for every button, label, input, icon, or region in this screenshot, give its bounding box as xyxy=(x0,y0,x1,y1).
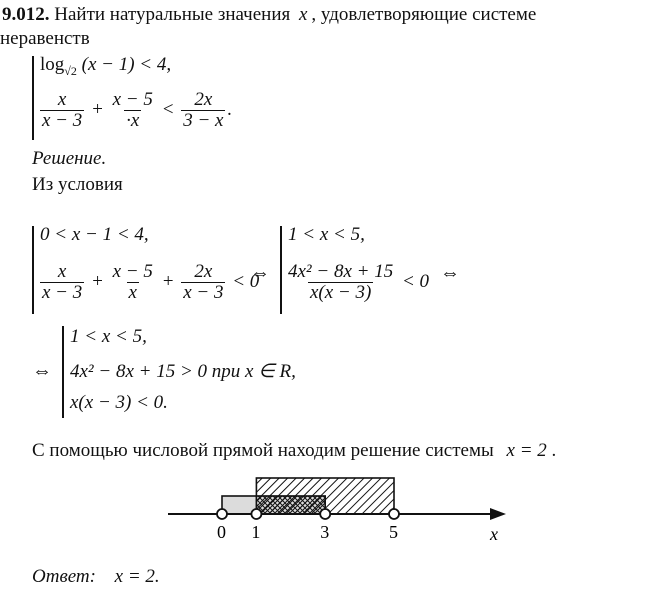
axis-arrow-icon xyxy=(490,508,506,520)
fraction xyxy=(181,90,225,131)
statement-line1: Найти натуральные значения xyxy=(54,4,291,25)
frac-num: 2x xyxy=(194,261,213,282)
fraction xyxy=(40,262,84,303)
problem-statement xyxy=(2,4,536,26)
frac-num: x xyxy=(57,261,67,282)
system-2-brace xyxy=(32,226,34,314)
system-4-brace xyxy=(62,326,64,418)
fraction xyxy=(111,90,155,131)
log-symbol: log xyxy=(40,54,65,75)
frac-den: x(x − 3) xyxy=(309,282,372,303)
iff-arrow-1: ⇔ xyxy=(250,262,270,284)
log-base: √2 xyxy=(64,63,77,78)
system-3-line2 xyxy=(284,262,429,303)
system-4-line1: 1 < x < 5, xyxy=(70,326,147,347)
frac-den: x xyxy=(128,282,137,303)
conclusion xyxy=(32,440,556,462)
system-2-line1: 0 < x − 1 < 4, xyxy=(40,224,149,245)
tick-point-1 xyxy=(251,509,261,519)
lt-sign: < xyxy=(161,98,175,120)
frac-den: 3 − x xyxy=(183,110,224,131)
conclusion-expr: x = 2 xyxy=(506,440,547,461)
frac-num: x xyxy=(57,89,67,110)
conclusion-text: С помощью числовой прямой находим решение системы xyxy=(32,440,494,461)
statement-line1-end: , удовлетворяющие системе xyxy=(311,4,537,25)
system-1-brace xyxy=(32,56,34,140)
frac-den: x − 3 xyxy=(42,282,83,303)
tick-label-1: 1 xyxy=(251,522,261,542)
log-arg: (x − 1) < 4, xyxy=(81,54,172,75)
plus-sign: + xyxy=(161,270,175,292)
statement-var-x: x xyxy=(298,4,308,25)
tick-label-0: 0 xyxy=(217,522,226,542)
problem-number: 9.012. xyxy=(2,4,50,25)
fraction xyxy=(286,262,395,303)
conclusion-dot: . xyxy=(551,440,557,461)
system-3-line1: 1 < x < 5, xyxy=(288,224,365,245)
fraction xyxy=(40,90,84,131)
answer xyxy=(32,566,160,588)
answer-value: x = 2. xyxy=(114,566,160,587)
frac-num: 2x xyxy=(194,89,213,110)
tick-point-3 xyxy=(320,509,330,519)
plus-sign: + xyxy=(91,270,104,292)
plus-sign: + xyxy=(91,98,104,120)
system-2-line2 xyxy=(38,262,259,303)
frac-num: 4x² − 8x + 15 xyxy=(288,261,394,282)
system-3-brace xyxy=(280,226,282,314)
frac-num: x − 5 xyxy=(112,261,153,282)
period: . xyxy=(227,98,233,120)
tick-point-0 xyxy=(217,509,227,519)
system-4-line2: 4x² − 8x + 15 > 0 при x ∈ R, xyxy=(70,361,296,382)
statement-line2: неравенств xyxy=(0,28,90,49)
number-line xyxy=(0,468,653,548)
axis-label: x xyxy=(490,524,498,544)
frac-den: x − 3 xyxy=(183,282,224,303)
lt-zero: < 0 xyxy=(401,270,430,292)
frac-den: ·x xyxy=(126,110,140,131)
fraction xyxy=(111,262,155,303)
tick-label-3: 3 xyxy=(320,522,330,542)
iff-arrow-3: ⇔ xyxy=(32,360,52,382)
iff-arrow-2: ⇔ xyxy=(440,262,460,284)
solution-label: Решение. xyxy=(32,148,107,169)
solution-intro: Из условия xyxy=(32,174,123,195)
answer-label: Ответ: xyxy=(32,566,96,587)
tick-point-5 xyxy=(389,509,399,519)
overlap-rect xyxy=(256,496,325,514)
fraction xyxy=(181,262,225,303)
frac-num: x − 5 xyxy=(112,89,153,110)
frac-den: x − 3 xyxy=(42,110,83,131)
tick-label-5: 5 xyxy=(389,522,398,542)
lt-zero: < 0 xyxy=(232,270,260,292)
system-4-line3: x(x − 3) < 0. xyxy=(70,392,168,413)
system-1-line1 xyxy=(40,54,171,79)
system-1-line2 xyxy=(38,90,232,131)
